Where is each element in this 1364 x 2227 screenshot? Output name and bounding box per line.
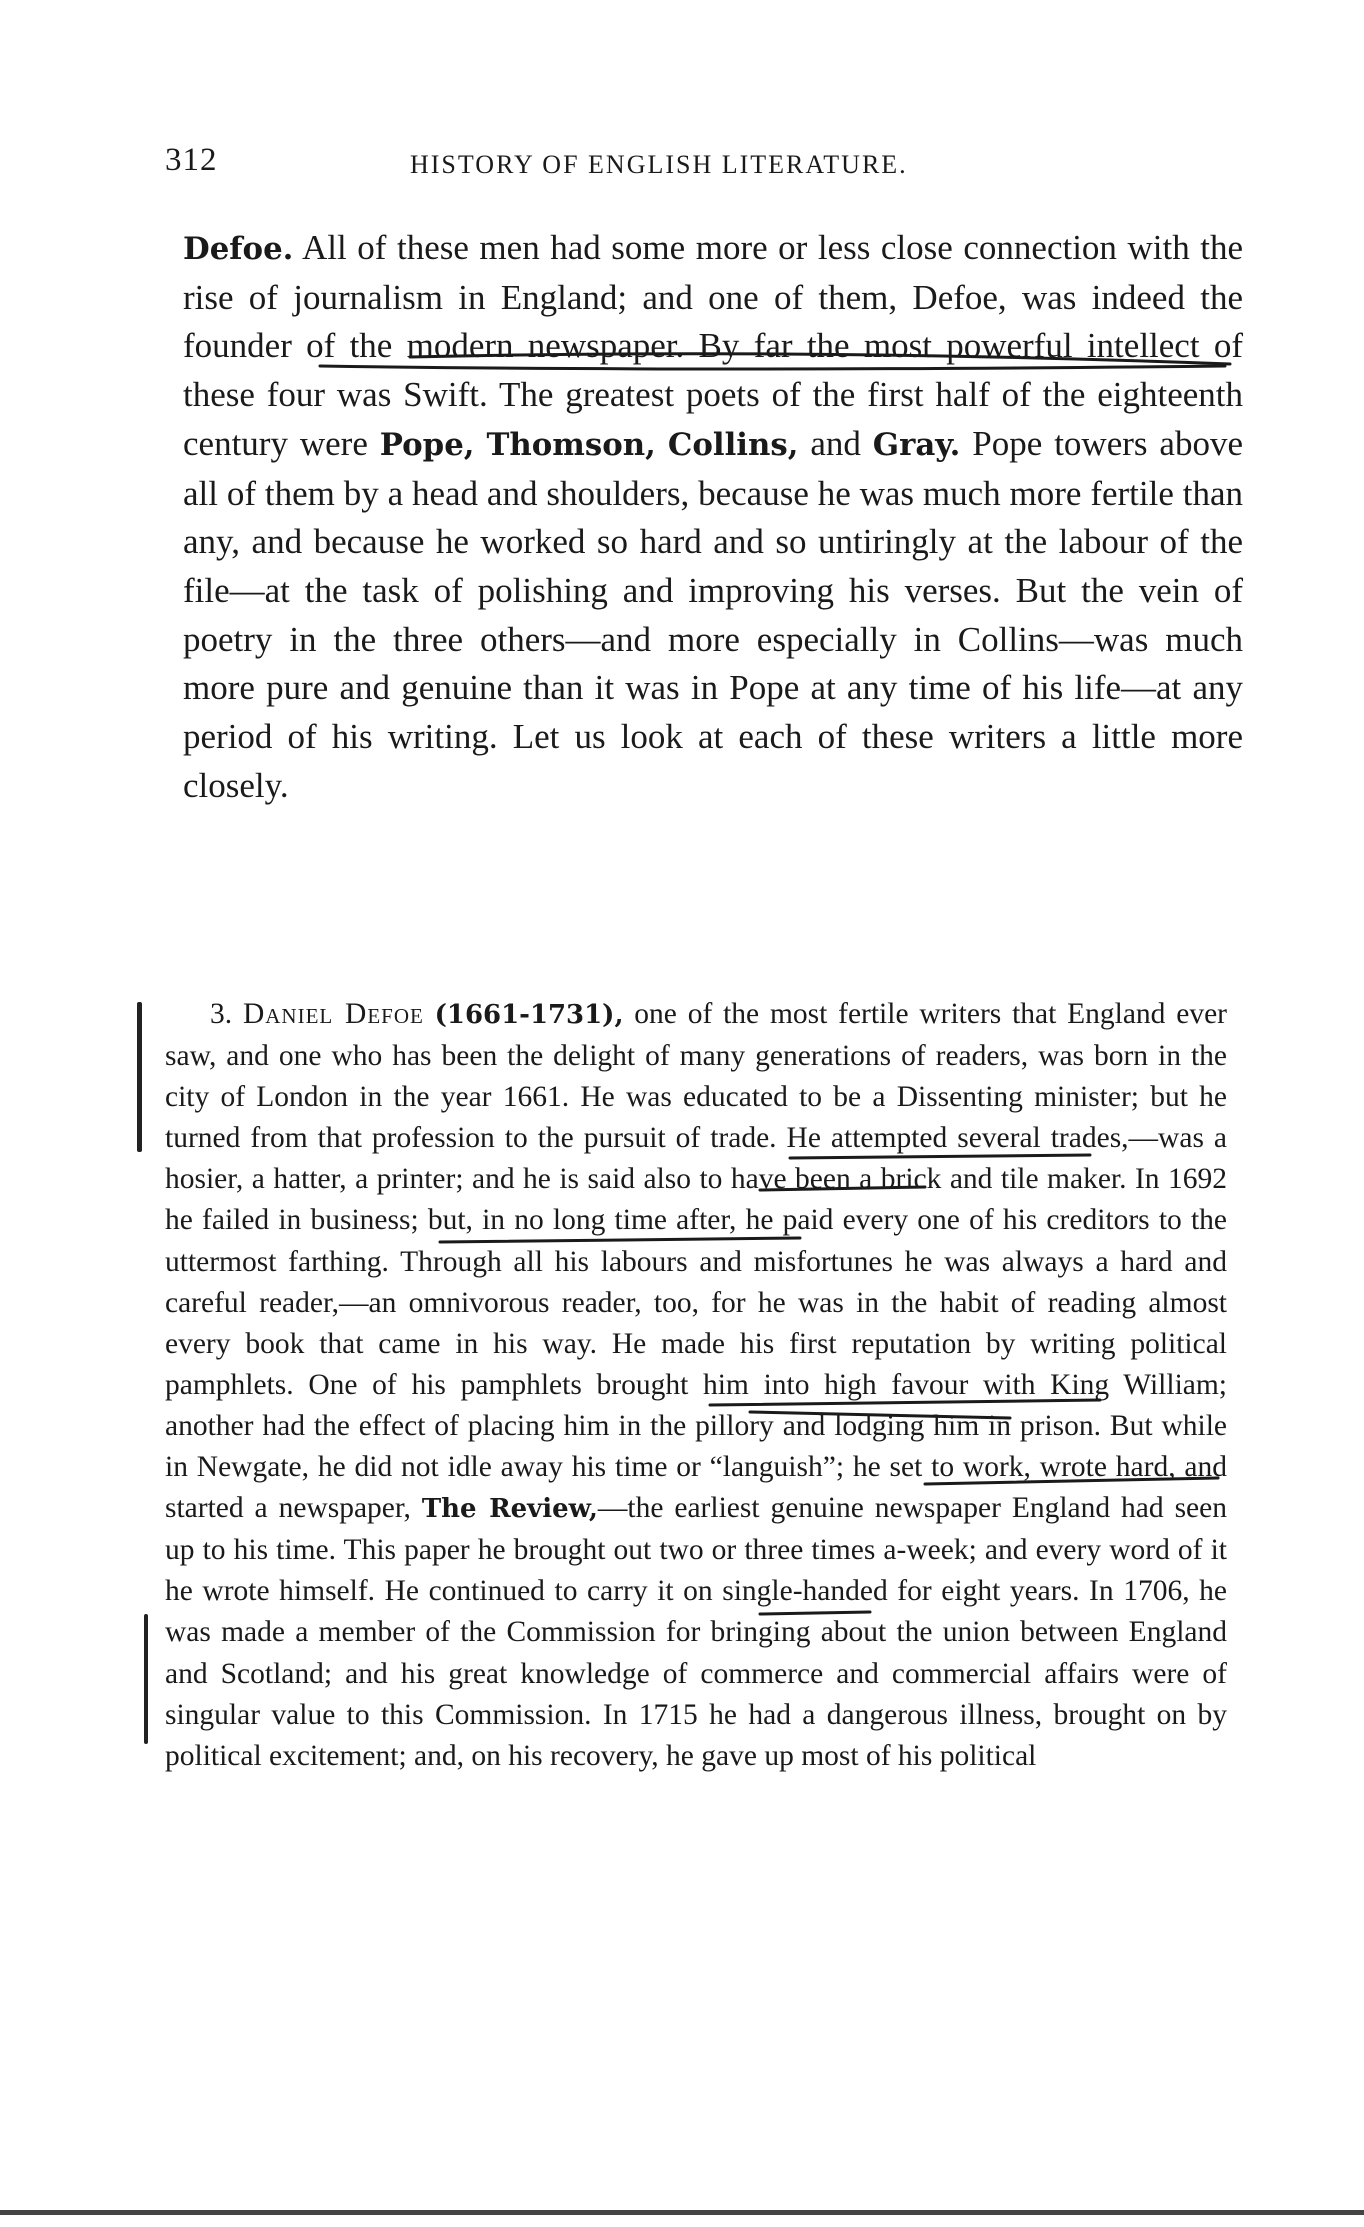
text: Pope towers above all of them by a head and shoulders, because he was much more fertile than any, and because he worked so hard and so untiringly at the labour of the file—at the task of polishing and improving his verses. But the vein of poetry in the three others—and more especially in Collins—was much more pure and genuine than it was in Pope at any time of his life—at any period of his writing. Let us look at each of these writers a little more closely. bbox=[183, 423, 1244, 805]
running-title: HISTORY OF ENGLISH LITERATURE. bbox=[410, 150, 908, 179]
poet-name: Gray. bbox=[872, 426, 961, 463]
text: All of these men had some more or less close connection with the rise of journalism in England; and one of them, Defoe, was indeed the founder of the modern newspaper. By far the most powerful intellect of these four was Swift. The greatest poets of the first half of the eighteenth century were bbox=[183, 228, 1243, 463]
lead-name: Defoe. bbox=[183, 231, 294, 267]
page-number: 312 bbox=[165, 142, 218, 178]
poet-name: Pope, bbox=[379, 426, 475, 463]
poet-name: Thomson, bbox=[486, 426, 656, 463]
text: —the earliest genuine newspaper England had seen up to his time. This paper he brought out two or three times a-week; and every word of it he wrote himself. He continued to carry it on single-handed for eight years. In 1706, he was made a member of the Commission for bringing about the union between England and Scotland; and his great knowledge of commerce and commercial affairs were of singular value to this Commission. In 1715 he had a dangerous illness, brought on by political excitement; and, on his recovery, he gave up most of his political bbox=[165, 1492, 1227, 1772]
poet-name: Collins, bbox=[667, 426, 799, 463]
intro-paragraph bbox=[183, 224, 1243, 810]
text: one of the most fertile writers that England ever saw, and one who has been the delight of many generations of readers, was born in the city of London in the year 1661. He was educated to be a Dissenting minister; but he turned from that profession to the pursuit of trade. He attempted several trades,—was a hosier, a hatter, a printer; and he is said also to have been a brick and tile maker. In 1692 he failed in business; but, in no long time after, he paid every one of his creditors to the uttermost farthing. Through all his labours and misfortunes he was always a hard and careful reader,—an omnivorous reader, too, for he was in the habit of reading almost every book that came in his way. He made his first reputation by writing political pamphlets. One of his pamphlets brought him into high favour with King William; another had the effect of placing him in the pillory and lodging him in prison. But while in Newgate, he did not idle away his time or “languish”; he set to work, wrote hard, and started a newspaper, bbox=[165, 998, 1228, 1525]
margin-mark bbox=[144, 1614, 148, 1744]
author-dates: (1661-1731), bbox=[434, 1000, 624, 1030]
defoe-paragraph bbox=[165, 994, 1227, 1777]
page-header bbox=[0, 142, 1364, 182]
author-name: Daniel Defoe bbox=[242, 998, 424, 1030]
newspaper-title: The Review, bbox=[421, 1494, 598, 1525]
margin-mark bbox=[137, 1002, 142, 1152]
bottom-edge bbox=[0, 2210, 1364, 2215]
section-number: 3. bbox=[210, 998, 233, 1030]
text: and bbox=[798, 423, 873, 463]
